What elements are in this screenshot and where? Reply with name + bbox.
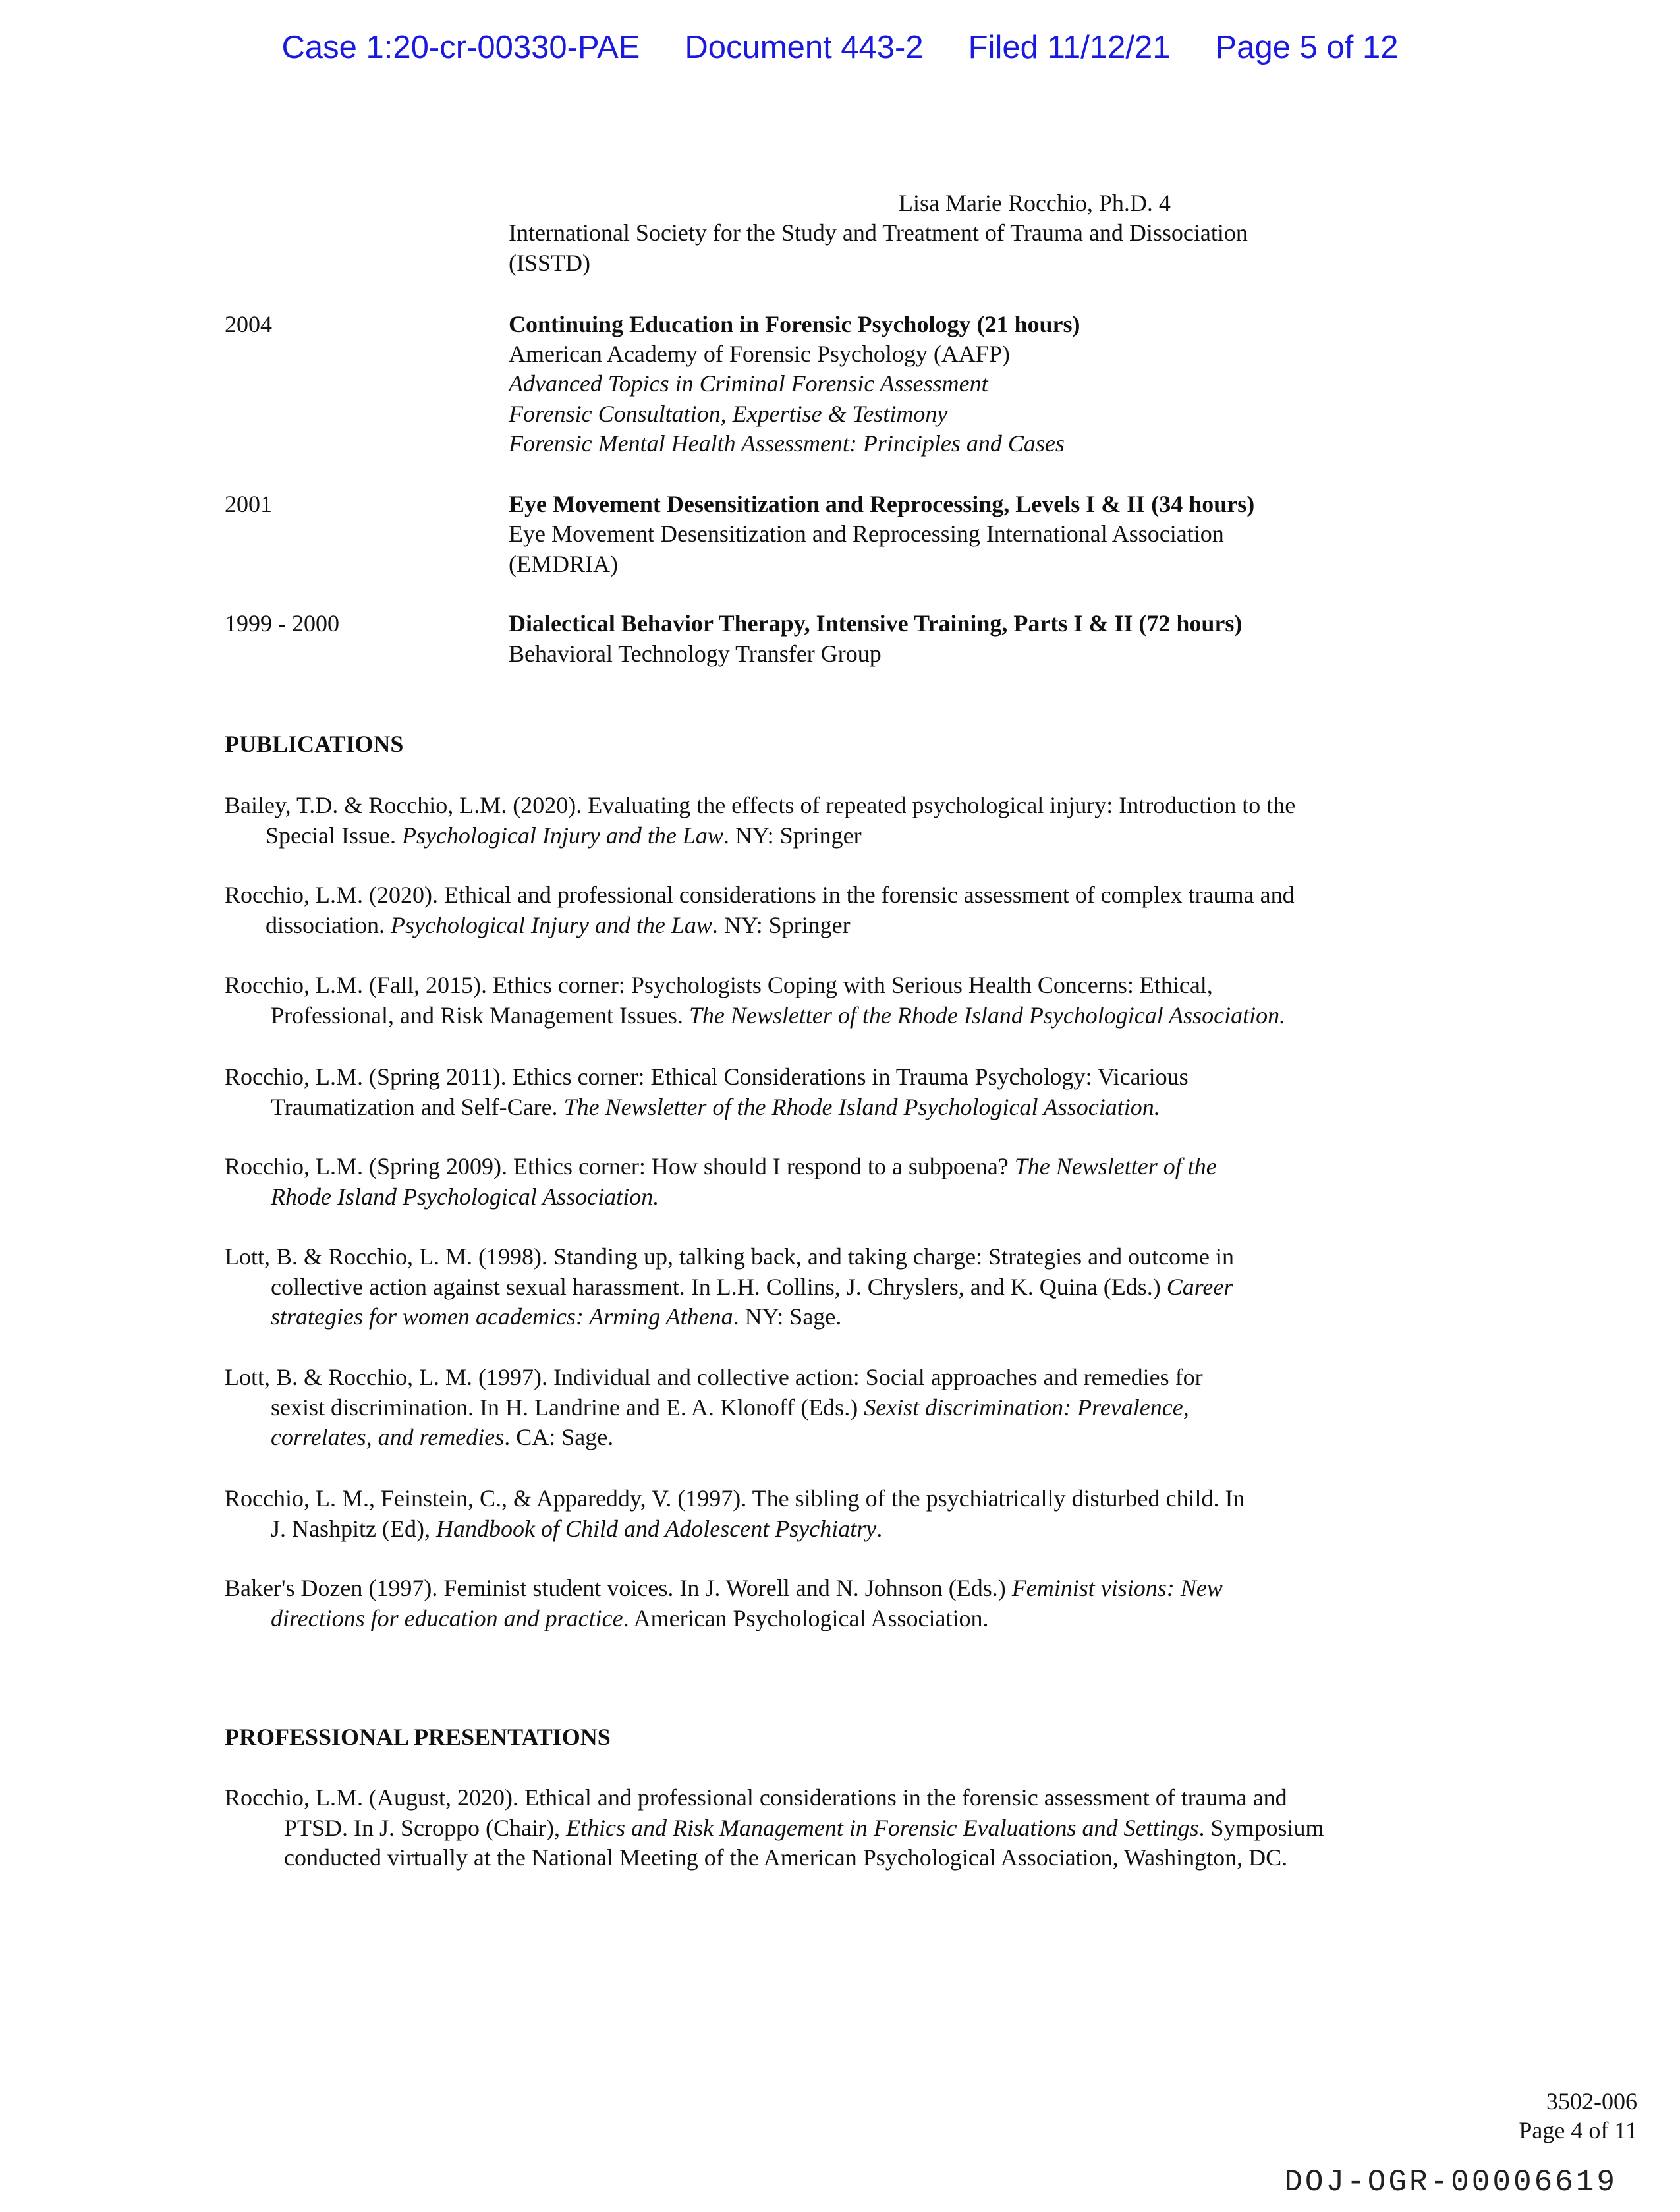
training-topic: Advanced Topics in Criminal Forensic Assessment [509, 370, 988, 397]
exhibit-page-number: Page 4 of 11 [1519, 2117, 1637, 2143]
training-date: 2004 [225, 311, 272, 337]
citation-line [225, 1092, 1476, 1123]
citation-text: Professional, and Risk Management Issues. [271, 1002, 689, 1029]
publications-heading: PUBLICATIONS [225, 731, 404, 757]
training-date: 2001 [225, 491, 272, 517]
citation-text: Baker's Dozen (1997). Feminist student voices. In J. Worell and N. Johnson (Eds.) [225, 1575, 1012, 1601]
training-org: Eye Movement Desensitization and Reprocessing International Association [509, 521, 1224, 547]
citation-line [225, 1001, 1476, 1031]
exhibit-number: 3502-006 [1546, 2088, 1637, 2114]
training-org-continued: International Society for the Study and Treatment of Trauma and Dissociation [509, 219, 1248, 246]
publication-entry [225, 791, 1476, 851]
citation-line [225, 1152, 1476, 1182]
citation-text: collective action against sexual harassment. In L.H. Collins, J. Chryslers, and K. Quina (Eds.) [271, 1273, 1167, 1300]
court-filing-stamp [0, 29, 1680, 66]
citation-text: . NY: Sage. [733, 1303, 842, 1330]
publication-entry [225, 971, 1476, 1031]
book-title: correlates, and remedies [271, 1424, 505, 1450]
journal-title: The Newsletter of the [1014, 1153, 1217, 1179]
citation-line: conducted virtually at the National Meeting of the American Psychological Association, Washington, DC. [284, 1844, 1288, 1871]
citation-text: . [876, 1515, 883, 1542]
citation-text: . American Psychological Association. [623, 1604, 989, 1631]
training-title: Eye Movement Desensitization and Reprocessing, Levels I & II (34 hours) [509, 491, 1255, 517]
journal-title: Psychological Injury and the Law [401, 822, 723, 849]
citation-text: . CA: Sage. [504, 1424, 614, 1450]
citation-line: Rocchio, L.M. (August, 2020). Ethical and professional considerations in the forensic assessment of trauma and [225, 1784, 1287, 1811]
citation-text: . NY: Springer [712, 911, 851, 938]
publication-entry [225, 1484, 1476, 1544]
publication-entry [225, 1152, 1476, 1212]
citation-line [225, 1604, 1476, 1634]
citation-line [225, 1514, 1476, 1545]
citation-line [225, 1574, 1476, 1604]
journal-title: Psychological Injury and the Law [390, 911, 712, 938]
training-date: 1999 - 2000 [225, 610, 339, 637]
training-title: Continuing Education in Forensic Psychology (21 hours) [509, 311, 1080, 337]
citation-text: Traumatization and Self-Care. [271, 1093, 564, 1120]
training-title: Dialectical Behavior Therapy, Intensive Training, Parts I & II (72 hours) [509, 610, 1243, 637]
citation-text: sexist discrimination. In H. Landrine and E. A. Klonoff (Eds.) [271, 1394, 864, 1421]
book-title: Career [1166, 1273, 1233, 1300]
book-title: directions for education and practice [271, 1604, 623, 1631]
citation-line [225, 821, 1476, 851]
stamp-page-number: Page 5 of 12 [1215, 30, 1399, 65]
citation-line [225, 1393, 1476, 1423]
training-org: Behavioral Technology Transfer Group [509, 640, 882, 667]
citation-line [225, 1423, 1476, 1453]
publication-entry [225, 1574, 1476, 1633]
document-number: Document 443-2 [685, 30, 924, 65]
citation-text: Rocchio, L.M. (Spring 2009). Ethics corner: How should I respond to a subpoena? [225, 1153, 1015, 1179]
citation-line [225, 1813, 1476, 1844]
case-number: Case 1:20-cr-00330-PAE [281, 30, 640, 65]
journal-title: The Newsletter of the Rhode Island Psychological Association. [563, 1093, 1160, 1120]
presentation-entry [225, 1783, 1476, 1873]
journal-title: Rhode Island Psychological Association. [271, 1183, 659, 1210]
training-topic: Forensic Consultation, Expertise & Testimony [509, 401, 948, 427]
citation-line [225, 1182, 1476, 1212]
citation-text: . Symposium [1198, 1814, 1324, 1841]
citation-line: Rocchio, L.M. (Fall, 2015). Ethics corner: Psychologists Coping with Serious Health Concerns: Ethical, [225, 972, 1213, 998]
running-header: Lisa Marie Rocchio, Ph.D. 4 [899, 190, 1171, 216]
training-org: American Academy of Forensic Psychology (AAFP) [509, 341, 1010, 367]
presentations-heading: PROFESSIONAL PRESENTATIONS [225, 1724, 611, 1750]
citation-line: Lott, B. & Rocchio, L. M. (1997). Individual and collective action: Social approaches and remedies for [225, 1364, 1203, 1390]
citation-line [225, 1272, 1476, 1303]
publication-entry [225, 880, 1476, 940]
citation-line [225, 1302, 1476, 1332]
citation-text: Special Issue. [266, 822, 402, 849]
exhibit-footer [1519, 2087, 1637, 2145]
citation-line: Rocchio, L.M. (2020). Ethical and professional considerations in the forensic assessment of complex trauma and [225, 882, 1295, 908]
publication-entry [225, 1242, 1476, 1332]
citation-line [225, 911, 1476, 941]
citation-line: Bailey, T.D. & Rocchio, L.M. (2020). Evaluating the effects of repeated psychological injury: Introduction to the [225, 792, 1296, 818]
bates-number: DOJ-OGR-00006619 [1284, 2165, 1617, 2199]
citation-text: J. Nashpitz (Ed), [271, 1515, 436, 1542]
publication-entry [225, 1363, 1476, 1453]
training-topic: Forensic Mental Health Assessment: Principles and Cases [509, 430, 1065, 457]
journal-title: The Newsletter of the Rhode Island Psychological Association. [688, 1002, 1286, 1029]
citation-text: . NY: Springer [723, 822, 862, 849]
training-org-continued-abbr: (ISSTD) [509, 250, 590, 276]
book-title: Handbook of Child and Adolescent Psychiatry [435, 1515, 877, 1542]
symposium-title: Ethics and Risk Management in Forensic Evaluations and Settings [565, 1814, 1199, 1841]
citation-text: PTSD. In J. Scroppo (Chair), [284, 1814, 566, 1841]
book-title: Feminist visions: New [1011, 1575, 1223, 1601]
publication-entry [225, 1062, 1476, 1122]
book-title: Sexist discrimination: Prevalence, [864, 1394, 1189, 1421]
citation-line: Lott, B. & Rocchio, L. M. (1998). Standing up, talking back, and taking charge: Strategies and outcome in [225, 1243, 1235, 1270]
citation-line: Rocchio, L. M., Feinstein, C., & Appareddy, V. (1997). The sibling of the psychiatrically disturbed child. In [225, 1485, 1245, 1512]
filed-date: Filed 11/12/21 [968, 30, 1171, 65]
training-org-abbr: (EMDRIA) [509, 551, 618, 577]
citation-line: Rocchio, L.M. (Spring 2011). Ethics corner: Ethical Considerations in Trauma Psychology: Vicarious [225, 1063, 1189, 1090]
citation-text: dissociation. [266, 911, 391, 938]
book-title: strategies for women academics: Arming Athena [271, 1303, 733, 1330]
